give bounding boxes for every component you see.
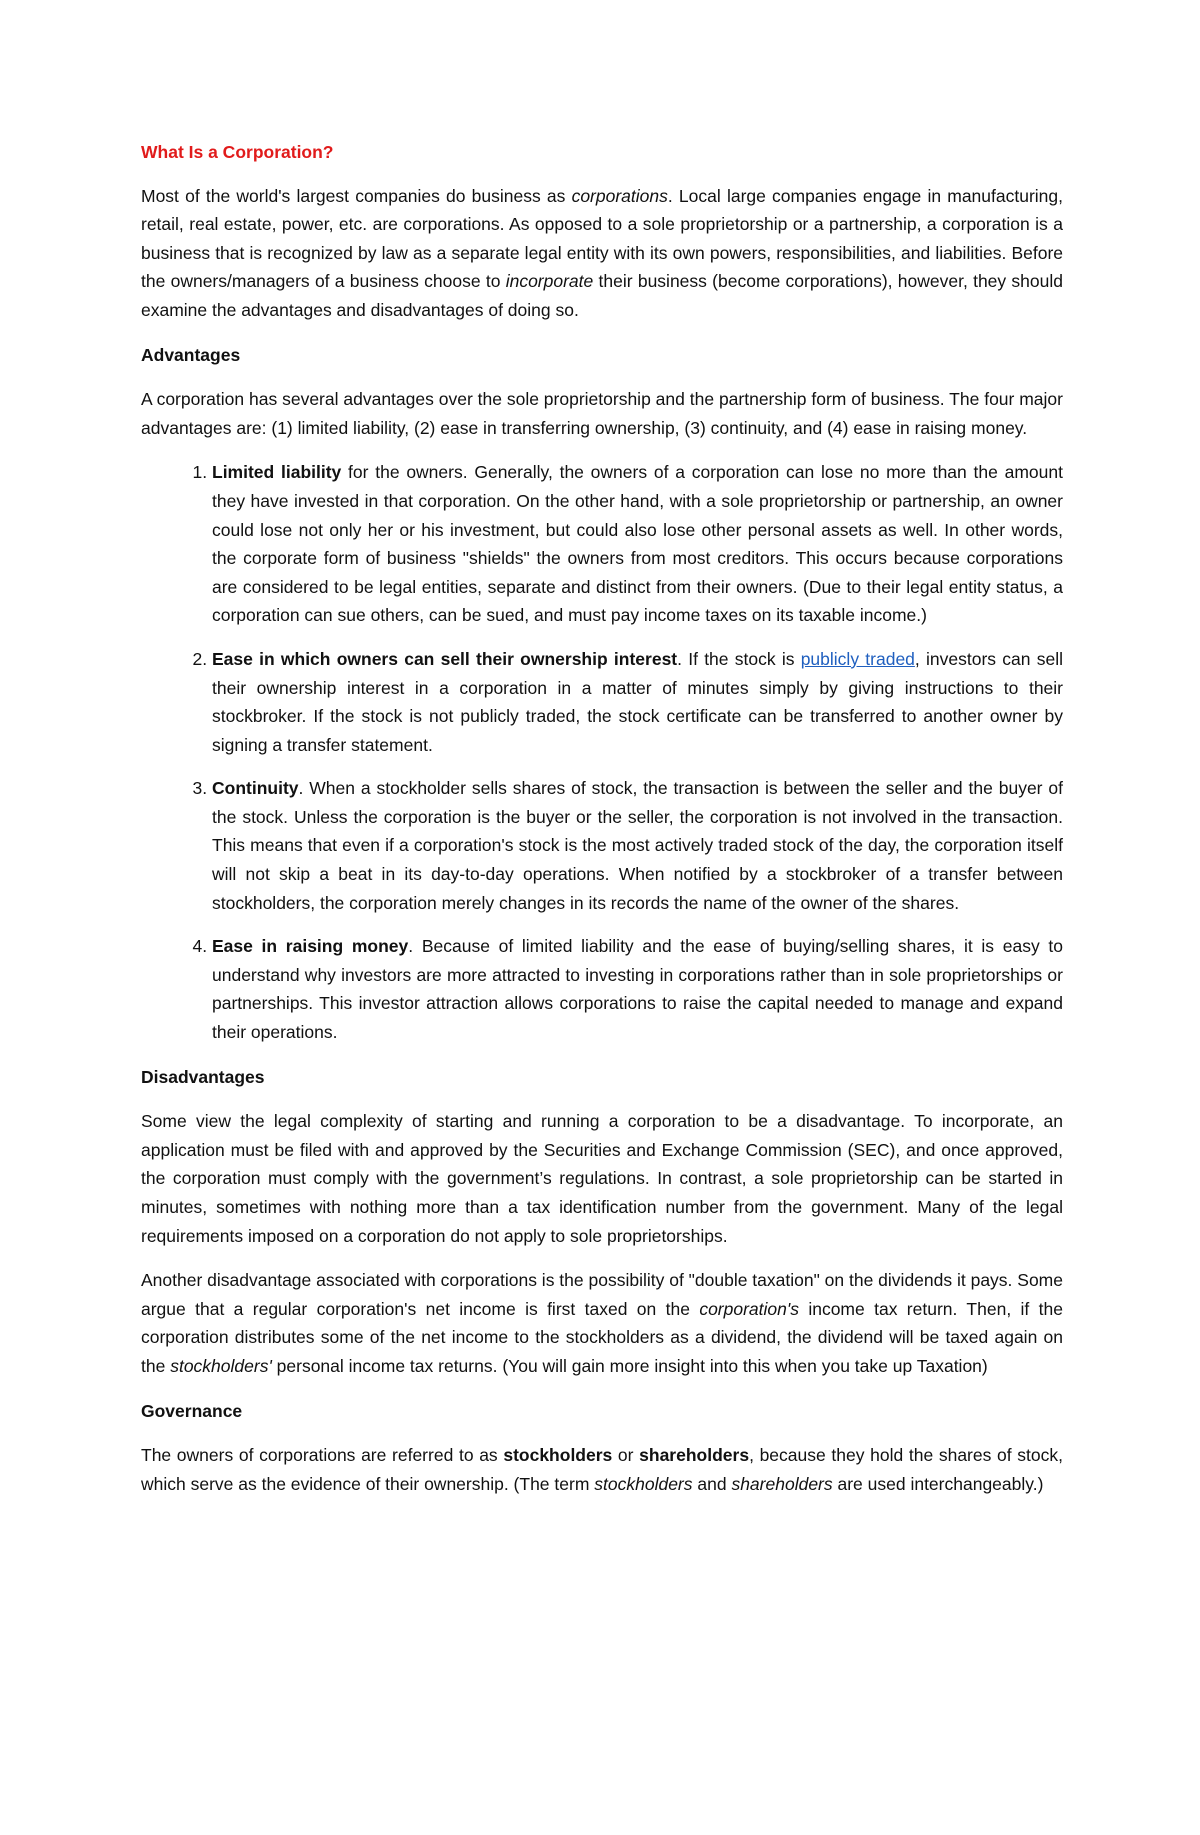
disadvantages-paragraph-1: Some view the legal complexity of starting and running a corporation to be a disadvantage. To incorporate, an application must be filed with and approved by the Securities and Exchange Commission (SEC), and once approved, the corporation must comply with the government’s regulations. In contrast, a sole proprietorship can be started in minutes, sometimes with nothing more than a tax identification number from the government. Many of the legal requirements imposed on a corporation do not apply to sole proprietorships. [141,1111,1063,1246]
intro-paragraph: Most of the world's largest companies do business as corporations. Local large companies engage in manufacturing, retail, real estate, power, etc. are corporations. As opposed to a sole proprietorship or a partnership, a corporation is a business that is recognized by law as a separate legal entity with its own powers, responsibilities, and liabilities. Before the owners/managers of a business choose to incorporate their business (become corporations), however, they should examine the advantages and disadvantages of doing so. [141,185,1064,320]
advantages-list [141,458,1063,1046]
advantages-heading: Advantages [141,344,241,365]
page-title: What Is a Corporation? [141,142,334,162]
list-item: 1. Limited liability for the owners. Generally, the owners of a corporation can lose no more than the amount they have invested in that corporation. On the other hand, with a sole proprietorship or partnership, an owner could lose not only her or his investment, but could also lose other personal assets as well. In other words, the corporate form of business "shields" the owners from most creditors. This occurs because corporations are considered to be legal entities, separate and distinct from their owners. (Due to their legal entity status, a corporation can sue others, can be sued, and must pay income taxes on its taxable income.) [212,458,1063,630]
disadvantages-paragraph-2: Another disadvantage associated with corporations is the possibility of "double taxation" on the dividends it pays. Some argue that a regular corporation's net income is first taxed on the corporation's income tax return. Then, if the corporation distributes some of the net income to the stockholders as a dividend, the dividend will be taxed again on the stockholders' personal income tax returns. (You will gain more insight into this when you take up Taxation) [141,1270,1063,1376]
advantages-intro: A corporation has several advantages over the sole proprietorship and the partnership form of business. The four major advantages are: (1) limited liability, (2) ease in transferring ownership, (3) continuity, and (4) ease in raising money. [141,389,1063,438]
list-item: 4. Ease in raising money. Because of limited liability and the ease of buying/selling shares, it is easy to understand why investors are more attracted to investing in corporations rather than in sole proprietorships or partnerships. This investor attraction allows corporations to raise the capital needed to manage and expand their operations. [212,932,1063,1046]
disadvantages-heading: Disadvantages [141,1066,265,1087]
list-item: 3. Continuity. When a stockholder sells shares of stock, the transaction is between the seller and the buyer of the stock. Unless the corporation is the buyer or the seller, the corporation is not involved in the transaction. This means that even if a corporation's stock is the most actively traded stock of the day, the corporation itself will not skip a beat in its day-to-day operations. When notified by a stockbroker of a transfer between stockholders, the corporation merely changes in its records the name of the owner of the shares. [212,774,1063,917]
governance-heading: Governance [141,1400,243,1421]
governance-paragraph: The owners of corporations are referred to as stockholders or shareholders, because they hold the shares of stock, which serve as the evidence of their ownership. (The term stockholders and shareholders are used interchangeably.) [141,1445,1063,1494]
list-item: 2. Ease in which owners can sell their ownership interest. If the stock is publicly traded, investors can sell their ownership interest in a corporation in a matter of minutes simply by giving instructions to their stockbroker. If the stock is not publicly traded, the stock certificate can be transferred to another owner by signing a transfer statement. [212,645,1063,759]
document-page [141,138,1063,1514]
publicly-traded-link[interactable]: publicly traded [800,648,915,669]
